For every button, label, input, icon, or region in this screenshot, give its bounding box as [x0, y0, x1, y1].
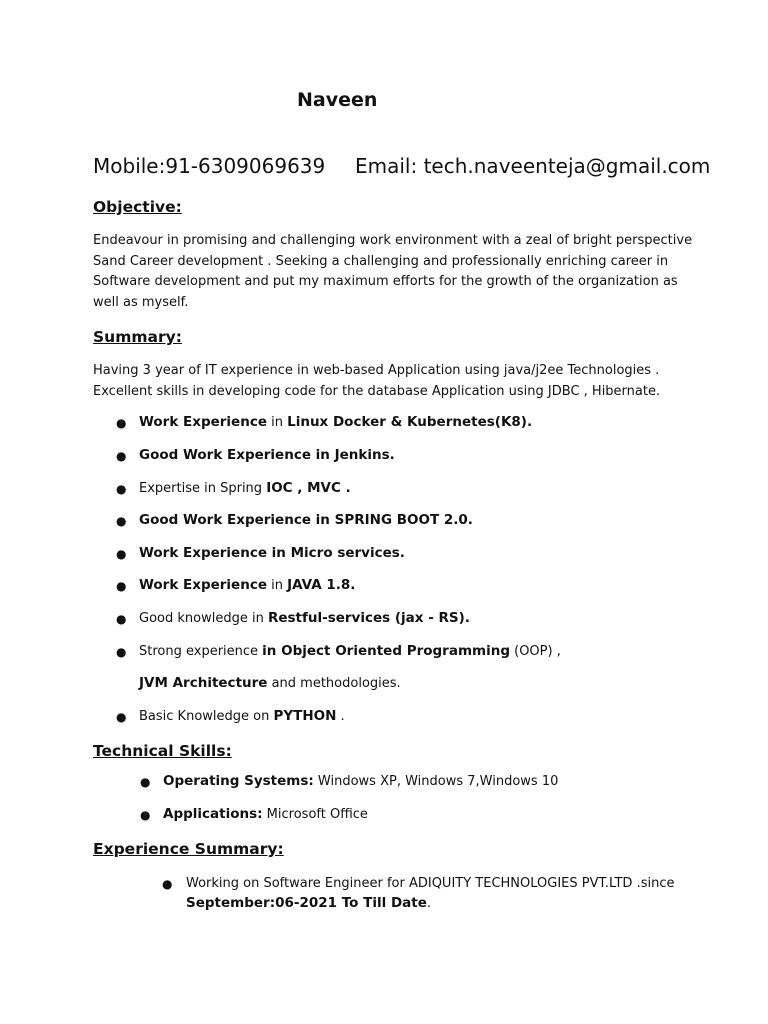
mobile-number: Mobile:91-6309069639 [93, 154, 326, 178]
summary-line: Excellent skills in developing code for the database Application using JDBC , Hibernate. [93, 383, 661, 399]
bullet-icon: ● [116, 514, 127, 528]
bullet-icon: ● [116, 482, 127, 496]
list-item: Good knowledge in Restful-services (jax - RS). [139, 610, 470, 626]
objective-line: Sand Career development . Seeking a challenging and professionally enriching career in [93, 253, 669, 269]
list-item-continuation: JVM Architecture and methodologies. [139, 675, 401, 691]
bullet-icon: ● [116, 579, 127, 593]
experience-dates: September:06-2021 To Till Date. [186, 895, 432, 911]
bullet-icon: ● [162, 877, 173, 891]
list-item: Work Experience in JAVA 1.8. [139, 577, 356, 593]
objective-heading: Objective: [93, 198, 182, 216]
list-item: Strong experience in Object Oriented Programming (OOP) , [139, 643, 561, 659]
list-item: Applications: Microsoft Office [163, 806, 368, 822]
objective-line: Software development and put my maximum efforts for the growth of the organization as [93, 274, 678, 289]
email-address: Email: tech.naveenteja@gmail.com [355, 154, 711, 178]
list-item: Work Experience in Micro services. [139, 545, 405, 561]
list-item: Work Experience in Linux Docker & Kubernetes(K8). [139, 414, 533, 430]
bullet-icon: ● [140, 775, 151, 789]
bullet-icon: ● [140, 808, 151, 822]
objective-line: well as myself. [93, 294, 189, 310]
list-item: Good Work Experience in SPRING BOOT 2.0. [139, 512, 473, 528]
summary-line: Having 3 year of IT experience in web-based Application using java/j2ee Technologies . [93, 363, 660, 378]
bullet-icon: ● [116, 645, 127, 659]
bullet-icon: ● [116, 547, 127, 561]
list-item: Operating Systems: Windows XP, Windows 7,Windows 10 [163, 773, 559, 789]
objective-line: Endeavour in promising and challenging work environment with a zeal of bright perspective [93, 233, 693, 248]
bullet-icon: ● [116, 710, 127, 724]
list-item: Expertise in Spring IOC , MVC . [139, 480, 351, 496]
candidate-name: Naveen [297, 89, 378, 111]
experience-line: Working on Software Engineer for ADIQUITY TECHNOLOGIES PVT.LTD .since [186, 876, 675, 891]
experience-summary-heading: Experience Summary: [93, 840, 284, 858]
bullet-icon: ● [116, 416, 127, 430]
summary-paragraph [93, 361, 693, 402]
list-item: Basic Knowledge on PYTHON . [139, 708, 345, 724]
bullet-icon: ● [116, 449, 127, 463]
bullet-icon: ● [116, 612, 127, 626]
objective-paragraph [93, 231, 693, 313]
technical-skills-heading: Technical Skills: [93, 742, 232, 760]
summary-heading: Summary: [93, 328, 182, 346]
list-item: Good Work Experience in Jenkins. [139, 447, 395, 463]
